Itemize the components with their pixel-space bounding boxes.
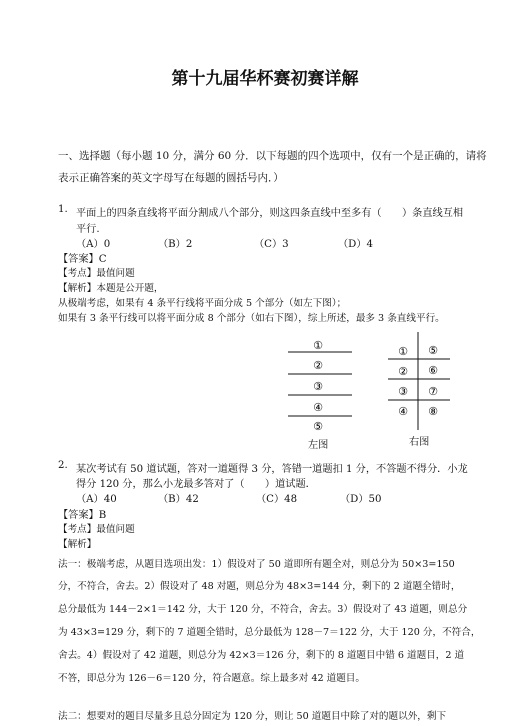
right-region-8: ⑧	[428, 405, 438, 418]
right-figure	[388, 332, 450, 430]
q2-text-line2: 得分 120 分，那么小龙最多答对了（ ）道试题．	[76, 479, 316, 490]
q1-answer: 【答案】C	[58, 254, 107, 265]
right-region-2: ②	[398, 365, 408, 378]
q1-options	[76, 235, 373, 250]
q1-text-line1: 平面上的四条直线将平面分割成八个部分，则这四条直线中至多有（ ）条直线互相	[76, 208, 464, 219]
q2-text-line1: 某次考试有 50 道试题，答对一道题得 3 分，答错一道题扣 1 分，不答题不得分．小龙	[76, 464, 468, 475]
right-region-1: ①	[398, 345, 408, 358]
left-region-1: ①	[313, 339, 323, 352]
q2-option-c: （C）48	[256, 494, 298, 505]
section-instruction: 表示正确答案的英文字母写在每题的圆括号内．）	[58, 172, 284, 184]
q2-option-d: （D）50	[340, 494, 382, 505]
page-title: 第十九届华杯赛初赛详解	[171, 69, 359, 89]
q2-method1-line5: 舍去。4）假设对了 42 道题，则总分为 42×3＝126 分，剩下的 8 道题目中错 6 道题目，2 道	[58, 650, 465, 661]
q1-option-b: （B）2	[158, 239, 193, 250]
left-region-3: ③	[313, 380, 323, 393]
q1-option-c: （C）3	[254, 239, 289, 250]
q1-text-line2: 平行.	[76, 224, 100, 235]
q2-method1-line3: 总分最低为 144－2×1＝142 分，大于 120 分，不符合，舍去。3）假设对了 43 道题，则总分	[58, 604, 468, 615]
q2-method1-line4: 为 43×3=129 分，剩下的 7 道题全错时，总分最低为 128－7＝122 分，大于 120 分，不符合，	[58, 627, 481, 638]
q1-number: 1.	[58, 204, 68, 215]
q2-method1-line6: 不答，即总分为 126－6＝120 分，符合题意。综上最多对 42 道题目。	[58, 673, 365, 684]
left-figure-label: 左图	[308, 440, 329, 451]
q1-figures	[0, 330, 530, 455]
q2-method1-line2: 分，不符合，舍去。2）假设对了 48 对题，则总分为 48×3=144 分，剩下的 2 道题全错时，	[58, 581, 461, 592]
q1-option-d: （D）4	[338, 239, 374, 250]
q1-kaodian: 【考点】最值问题	[58, 268, 135, 279]
left-figure	[288, 339, 352, 433]
q2-option-b: （B）42	[158, 494, 199, 505]
q2-kaodian: 【考点】最值问题	[58, 524, 135, 535]
q1-option-a: （A）0	[76, 239, 111, 250]
q1-explanation-line1: 从极端考虑，如果有 4 条平行线将平面分成 5 个部分（如左下图）；	[58, 298, 347, 309]
q2-answer: 【答案】B	[58, 510, 107, 521]
left-region-2: ②	[313, 359, 323, 372]
q2-method1-line1: 法一：极端考虑，从题目选项出发：1）假设对了 50 道即所有题全对，则总分为 50×3=150	[58, 559, 455, 570]
left-region-5: ⑤	[313, 420, 323, 433]
section-heading: 一、选择题（每小题 10 分，满分 60 分．以下每题的四个选项中，仅有一个是正确的，请将	[58, 150, 487, 162]
q2-number: 2.	[58, 460, 68, 471]
q2-method2-line1: 法二：想要对的题目尽量多且总分固定为 120 分，则让 50 道题目中除了对的题以外，剩下	[58, 711, 447, 722]
left-region-4: ④	[313, 401, 323, 414]
right-figure-label: 右图	[409, 437, 430, 448]
right-region-3: ③	[398, 385, 408, 398]
q2-options	[76, 490, 382, 505]
right-region-5: ⑤	[428, 344, 438, 357]
right-region-4: ④	[398, 405, 408, 418]
q1-explanation-line2: 如果有 3 条平行线可以将平面分成 8 个部分（如右下图），综上所述，最多 3 条直线平行。	[58, 313, 445, 324]
q2-jiexi: 【解析】	[58, 539, 97, 550]
q2-option-a: （A）40	[76, 494, 117, 505]
right-region-6: ⑥	[428, 364, 438, 377]
q1-jiexi: 【解析】本题是公开题，	[58, 283, 164, 294]
right-region-7: ⑦	[428, 385, 438, 398]
